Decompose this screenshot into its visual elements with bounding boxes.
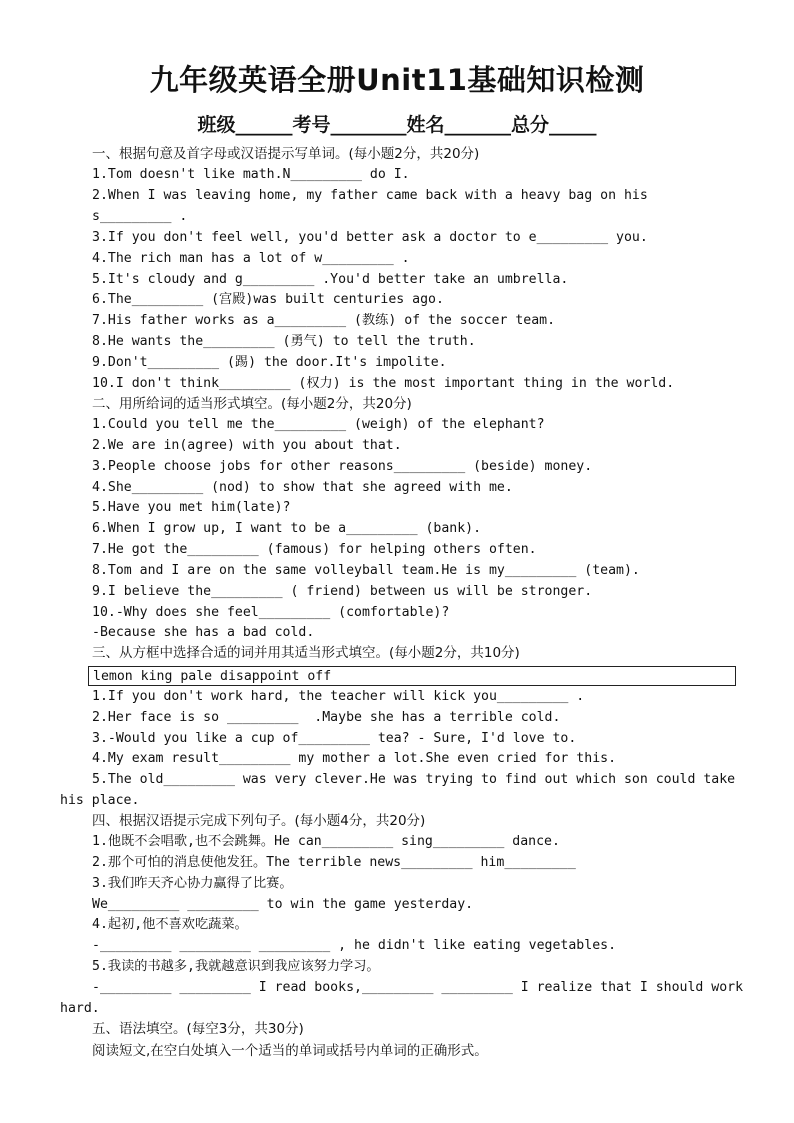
- section4-item: 1.他既不会唱歌,也不会跳舞。He can_________ sing_________ dance.: [92, 834, 560, 849]
- section2-item: 5.Have you met him(late)?: [92, 500, 291, 515]
- section3-item: 2.Her face is so _________ .Maybe she has a terrible cold.: [92, 710, 561, 725]
- word-bank-box: [88, 666, 736, 686]
- section5-instruction: 阅读短文,在空白处填入一个适当的单词或括号内单词的正确形式。: [92, 1043, 488, 1059]
- section1-item: 10.I don't think_________ (权力) is the most important thing in the world.: [92, 376, 675, 391]
- section2-item: 7.He got the_________ (famous) for helping others often.: [92, 542, 537, 557]
- section3-heading: 三、从方框中选择合适的词并用其适当形式填空。(每小题2分，共10分): [92, 645, 520, 661]
- section4-answer-line: We_________ _________ to win the game yesterday.: [92, 897, 474, 912]
- section1-item: 5.It's cloudy and g_________ .You'd better take an umbrella.: [92, 272, 569, 287]
- section1-item: 2.When I was leaving home, my father came back with a heavy bag on his: [92, 188, 648, 203]
- section1-item-continuation: s_________ .: [92, 209, 188, 224]
- section2-item: 2.We are in(agree) with you about that.: [92, 438, 402, 453]
- section2-item: 9.I believe the_________ ( friend) between us will be stronger.: [92, 584, 593, 599]
- section2-item: -Because she has a bad cold.: [92, 625, 315, 640]
- section3-item: 3.-Would you like a cup of_________ tea? - Sure, I'd love to.: [92, 731, 577, 746]
- section4-item: 2.那个可怕的消息使他发狂。The terrible news_________ him_________: [92, 855, 576, 870]
- section3-item-continuation: his place.: [60, 793, 140, 808]
- word-bank-words: lemon king pale disappoint off: [93, 669, 332, 684]
- section4-item: 4.起初,他不喜欢吃蔬菜。: [92, 917, 248, 932]
- page-title: 九年级英语全册Unit11基础知识检测: [149, 63, 645, 97]
- section1-item: 6.The_________ (宫殿)was built centuries ago.: [92, 292, 444, 307]
- section2-item: 6.When I grow up, I want to be a_________ (bank).: [92, 521, 482, 536]
- section4-answer-line: -_________ _________ I read books,_________ _________ I realize that I should work: [92, 980, 744, 995]
- section3-item: 1.If you don't work hard, the teacher will kick you_________ .: [92, 689, 585, 704]
- section1-item: 7.His father works as a_________ (教练) of the soccer team.: [92, 313, 556, 328]
- section2-item: 10.-Why does she feel_________ (comfortable)?: [92, 605, 450, 620]
- section3-item: 5.The old_________ was very clever.He was trying to find out which son could take: [92, 772, 736, 787]
- section4-answer-line: -_________ _________ _________ , he didn't like eating vegetables.: [92, 938, 617, 953]
- section1-item: 4.The rich man has a lot of w_________ .: [92, 251, 410, 266]
- section5-heading: 五、语法填空。(每空3分，共30分): [92, 1021, 304, 1037]
- section1-item: 9.Don't_________ (踢) the door.It's impolite.: [92, 355, 447, 370]
- section4-heading: 四、根据汉语提示完成下列句子。(每小题4分，共20分): [92, 813, 426, 829]
- section2-item: 1.Could you tell me the_________ (weigh) of the elephant?: [92, 417, 545, 432]
- section2-item: 4.She_________ (nod) to show that she agreed with me.: [92, 480, 513, 495]
- section4-answer-continuation: hard.: [60, 1001, 100, 1016]
- section2-heading: 二、用所给词的适当形式填空。(每小题2分，共20分): [92, 396, 412, 412]
- student-info-line: 班级______考号________姓名_______总分_____: [197, 114, 597, 136]
- section1-item: 1.Tom doesn't like math.N_________ do I.: [92, 167, 410, 182]
- section4-item: 5.我读的书越多,我就越意识到我应该努力学习。: [92, 959, 380, 974]
- section2-item: 3.People choose jobs for other reasons_________ (beside) money.: [92, 459, 593, 474]
- section1-item: 8.He wants the_________ (勇气) to tell the truth.: [92, 334, 476, 349]
- section1-item: 3.If you don't feel well, you'd better ask a doctor to e_________ you.: [92, 230, 648, 245]
- section2-item: 8.Tom and I are on the same volleyball team.He is my_________ (team).: [92, 563, 640, 578]
- section3-item: 4.My exam result_________ my mother a lot.She even cried for this.: [92, 751, 617, 766]
- section4-item: 3.我们昨天齐心协力赢得了比赛。: [92, 876, 293, 891]
- section1-heading: 一、根据句意及首字母或汉语提示写单词。(每小题2分，共20分): [92, 146, 480, 162]
